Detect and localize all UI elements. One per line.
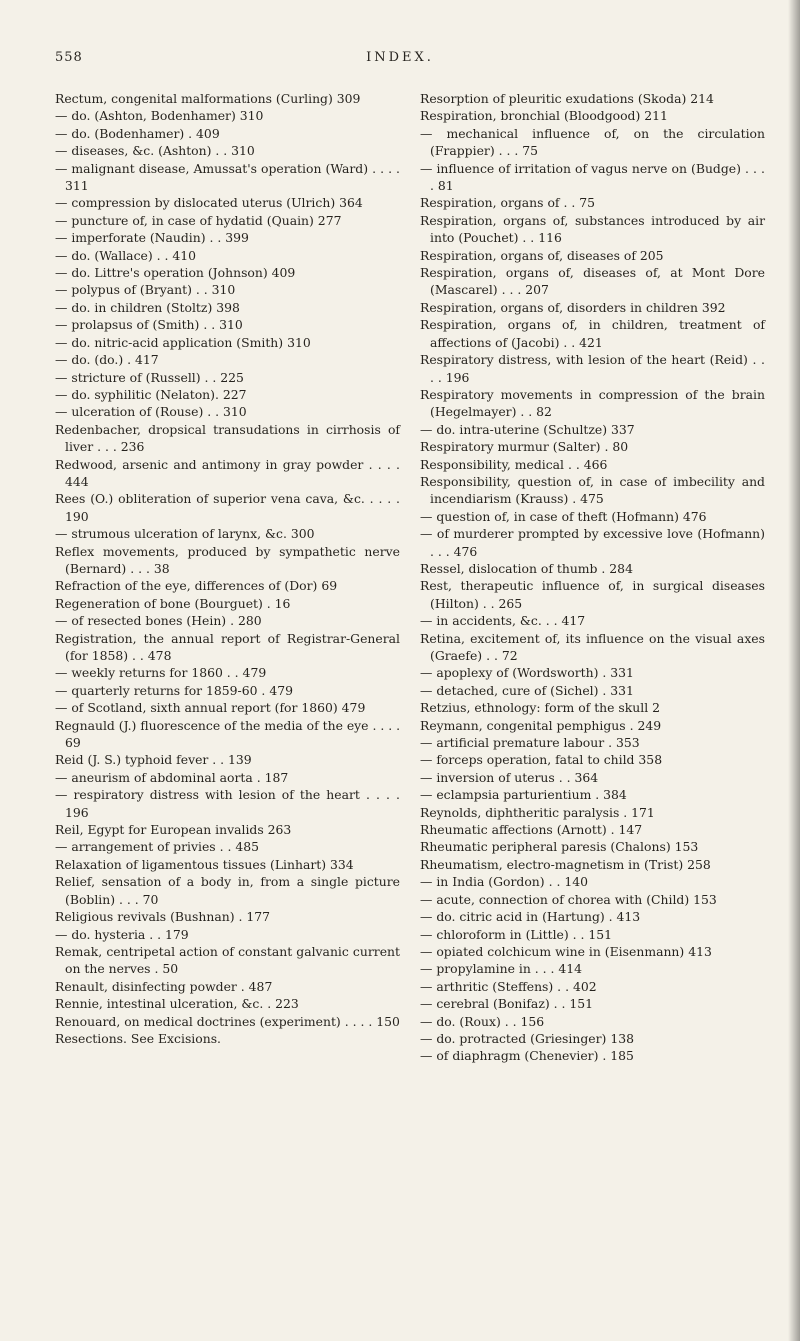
index-entry: Retzius, ethnology: form of the skull 2 (420, 700, 661, 716)
index-entry: — forceps operation, fatal to child 358 (420, 752, 663, 768)
index-entry: — do. (do.) . 417 (55, 352, 159, 368)
index-entry: Respiration, organs of, in children, treatment of affections of (Jacobi) . . 421 (420, 317, 765, 350)
index-column-right (420, 90, 765, 1065)
index-entry: — eclampsia parturientium . 384 (420, 787, 627, 803)
index-entry: Resorption of pleuritic exudations (Skoda) 214 (420, 91, 714, 106)
index-entry: — do. nitric-acid application (Smith) 310 (55, 334, 311, 350)
index-entry: — in accidents, &c. . . 417 (420, 613, 586, 629)
index-entry: — of resected bones (Hein) . 280 (55, 613, 262, 629)
index-entry: Respiratory murmur (Salter) . 80 (420, 439, 629, 455)
index-entry: — imperforate (Naudin) . . 399 (55, 230, 249, 246)
index-entry: Reid (J. S.) typhoid fever . . 139 (55, 752, 252, 768)
page-header (0, 50, 800, 74)
index-entry: Respiration, organs of, disorders in children 392 (420, 299, 726, 315)
index-entry: — polypus of (Bryant) . . 310 (55, 282, 236, 298)
index-entry: Rest, therapeutic influence of, in surgical diseases (Hilton) . . 265 (420, 578, 765, 611)
index-entry: — of murderer prompted by excessive love (Hofmann) . . . 476 (420, 526, 765, 559)
index-entry: — do. protracted (Griesinger) 138 (420, 1030, 634, 1046)
index-entry: — strumous ulceration of larynx, &c. 300 (55, 526, 315, 542)
index-entry: Respiration, organs of, substances introduced by air into (Pouchet) . . 116 (420, 212, 765, 246)
index-column-left (55, 90, 400, 1047)
index-entry: — diseases, &c. (Ashton) . . 310 (55, 143, 255, 159)
index-entry: — do. in children (Stoltz) 398 (55, 299, 240, 315)
index-entry: Respiratory movements in compression of the brain (Hegelmayer) . . 82 (420, 386, 765, 420)
index-entry: — do. Littre's operation (Johnson) 409 (55, 265, 296, 281)
index-entry: Redwood, arsenic and antimony in gray powder . . . . 444 (55, 456, 400, 489)
index-entry: Rennie, intestinal ulceration, &c. . 223 (55, 996, 299, 1012)
index-entry: — inversion of uterus . . 364 (420, 769, 599, 785)
index-entry: — arthritic (Steffens) . . 402 (420, 978, 597, 994)
index-entry: — ulceration of (Rouse) . . 310 (55, 404, 247, 420)
index-entry: Respiration, organs of . . 75 (420, 195, 595, 211)
index-entry: — do. citric acid in (Hartung) . 413 (420, 909, 641, 925)
index-entry: — do. (Ashton, Bodenhamer) 310 (55, 108, 264, 124)
index-entry: — do. hysteria . . 179 (55, 926, 189, 942)
index-entry: — detached, cure of (Sichel) . 331 (420, 682, 634, 698)
index-entry: — acute, connection of chorea with (Child) 153 (420, 891, 717, 907)
index-entry: — do. intra-uterine (Schultze) 337 (420, 421, 635, 437)
index-entry: — malignant disease, Amussat's operation (Ward) . . . . 311 (55, 160, 400, 194)
index-entry: — mechanical influence of, on the circulation (Frappier) . . . 75 (420, 125, 765, 159)
index-entry: Rheumatic peripheral paresis (Chalons) 153 (420, 839, 699, 855)
index-entry: — puncture of, in case of hydatid (Quain) 277 (55, 212, 342, 228)
index-entry: Respiratory distress, with lesion of the heart (Reid) . . . . 196 (420, 352, 765, 385)
index-entry: — arrangement of privies . . 485 (55, 839, 259, 855)
index-entry: Responsibility, medical . . 466 (420, 456, 608, 472)
index-entry: Respiration, bronchial (Bloodgood) 211 (420, 108, 668, 124)
index-entry: — respiratory distress with lesion of the heart . . . . 196 (55, 787, 400, 820)
index-entry: — apoplexy of (Wordsworth) . 331 (420, 665, 634, 681)
index-entry: — chloroform in (Little) . . 151 (420, 926, 613, 942)
index-entry: Reflex movements, produced by sympathetic nerve (Bernard) . . . 38 (55, 543, 400, 576)
index-entry: Refraction of the eye, differences of (Dor) 69 (55, 578, 338, 594)
index-entry: — stricture of (Russell) . . 225 (55, 369, 244, 385)
index-entry: Resections. See Excisions. (55, 1030, 221, 1046)
index-entry: Relaxation of ligamentous tissues (Linhart) 334 (55, 856, 354, 872)
index-entry: Rheumatic affections (Arnott) . 147 (420, 822, 643, 838)
index-entry: — aneurism of abdominal aorta . 187 (55, 769, 289, 785)
index-entry: Renouard, on medical doctrines (experiment) . . . . 150 (55, 1013, 400, 1029)
page-number: 558 (55, 50, 83, 65)
index-entry: Respiration, organs of, diseases of 205 (420, 247, 664, 263)
index-entry: Religious revivals (Bushnan) . 177 (55, 909, 270, 925)
index-entry: — in India (Gordon) . . 140 (420, 874, 588, 890)
page-edge-shadow (788, 0, 800, 1341)
index-entry: — propylamine in . . . 414 (420, 961, 583, 977)
index-entry: Regeneration of bone (Bourguet) . 16 (55, 595, 291, 611)
index-entry: Retina, excitement of, its influence on the visual axes (Graefe) . . 72 (420, 630, 765, 663)
index-entry: — do. (Bodenhamer) . 409 (55, 125, 220, 141)
index-entry: Relief, sensation of a body in, from a single picture (Boblin) . . . 70 (55, 874, 400, 907)
index-entry: — of diaphragm (Chenevier) . 185 (420, 1048, 634, 1064)
index-entry: Respiration, organs of, diseases of, at Mont Dore (Mascarel) . . . 207 (420, 265, 765, 298)
index-entry: Rheumatism, electro-magnetism in (Trist) 258 (420, 856, 711, 872)
index-entry: — do. (Wallace) . . 410 (55, 247, 197, 263)
index-entry: Rees (O.) obliteration of superior vena cava, &c. . . . . 190 (55, 491, 400, 524)
index-entry: — do. syphilitic (Nelaton). 227 (55, 386, 247, 402)
index-entry: — quarterly returns for 1859-60 . 479 (55, 682, 293, 698)
index-entry: — do. (Roux) . . 156 (420, 1013, 545, 1029)
index-entry: — opiated colchicum wine in (Eisenmann) 413 (420, 943, 712, 959)
index-entry: Renault, disinfecting powder . 487 (55, 978, 273, 994)
index-entry: Reymann, congenital pemphigus . 249 (420, 717, 662, 733)
index-entry: — artificial premature labour . 353 (420, 735, 640, 751)
index-entry: Registration, the annual report of Registrar-General (for 1858) . . 478 (55, 630, 400, 663)
index-entry: Responsibility, question of, in case of imbecility and incendiarism (Krauss) . 475 (420, 473, 765, 507)
index-entry: Reil, Egypt for European invalids 263 (55, 822, 292, 838)
index-entry: — compression by dislocated uterus (Ulrich) 364 (55, 195, 363, 211)
index-entry: Rectum, congenital malformations (Curling) 309 (55, 91, 361, 106)
index-entry: Remak, centripetal action of constant galvanic current on the nerves . 50 (55, 943, 400, 977)
index-entry: — weekly returns for 1860 . . 479 (55, 665, 267, 681)
index-entry: — cerebral (Bonifaz) . . 151 (420, 996, 594, 1012)
index-entry: Regnauld (J.) fluorescence of the media of the eye . . . . 69 (55, 717, 401, 751)
index-entry: — question of, in case of theft (Hofmann) 476 (420, 508, 707, 524)
index-entry: Reynolds, diphtheritic paralysis . 171 (420, 804, 655, 820)
index-entry: Ressel, dislocation of thumb . 284 (420, 560, 633, 576)
index-entry: Redenbacher, dropsical transudations in cirrhosis of liver . . . 236 (55, 421, 400, 455)
index-entry: — of Scotland, sixth annual report (for 1860) 479 (55, 700, 366, 716)
index-entry: — influence of irritation of vagus nerve on (Budge) . . . . 81 (420, 160, 765, 194)
page-title: INDEX. (366, 50, 434, 65)
index-entry: — prolapsus of (Smith) . . 310 (55, 317, 243, 333)
